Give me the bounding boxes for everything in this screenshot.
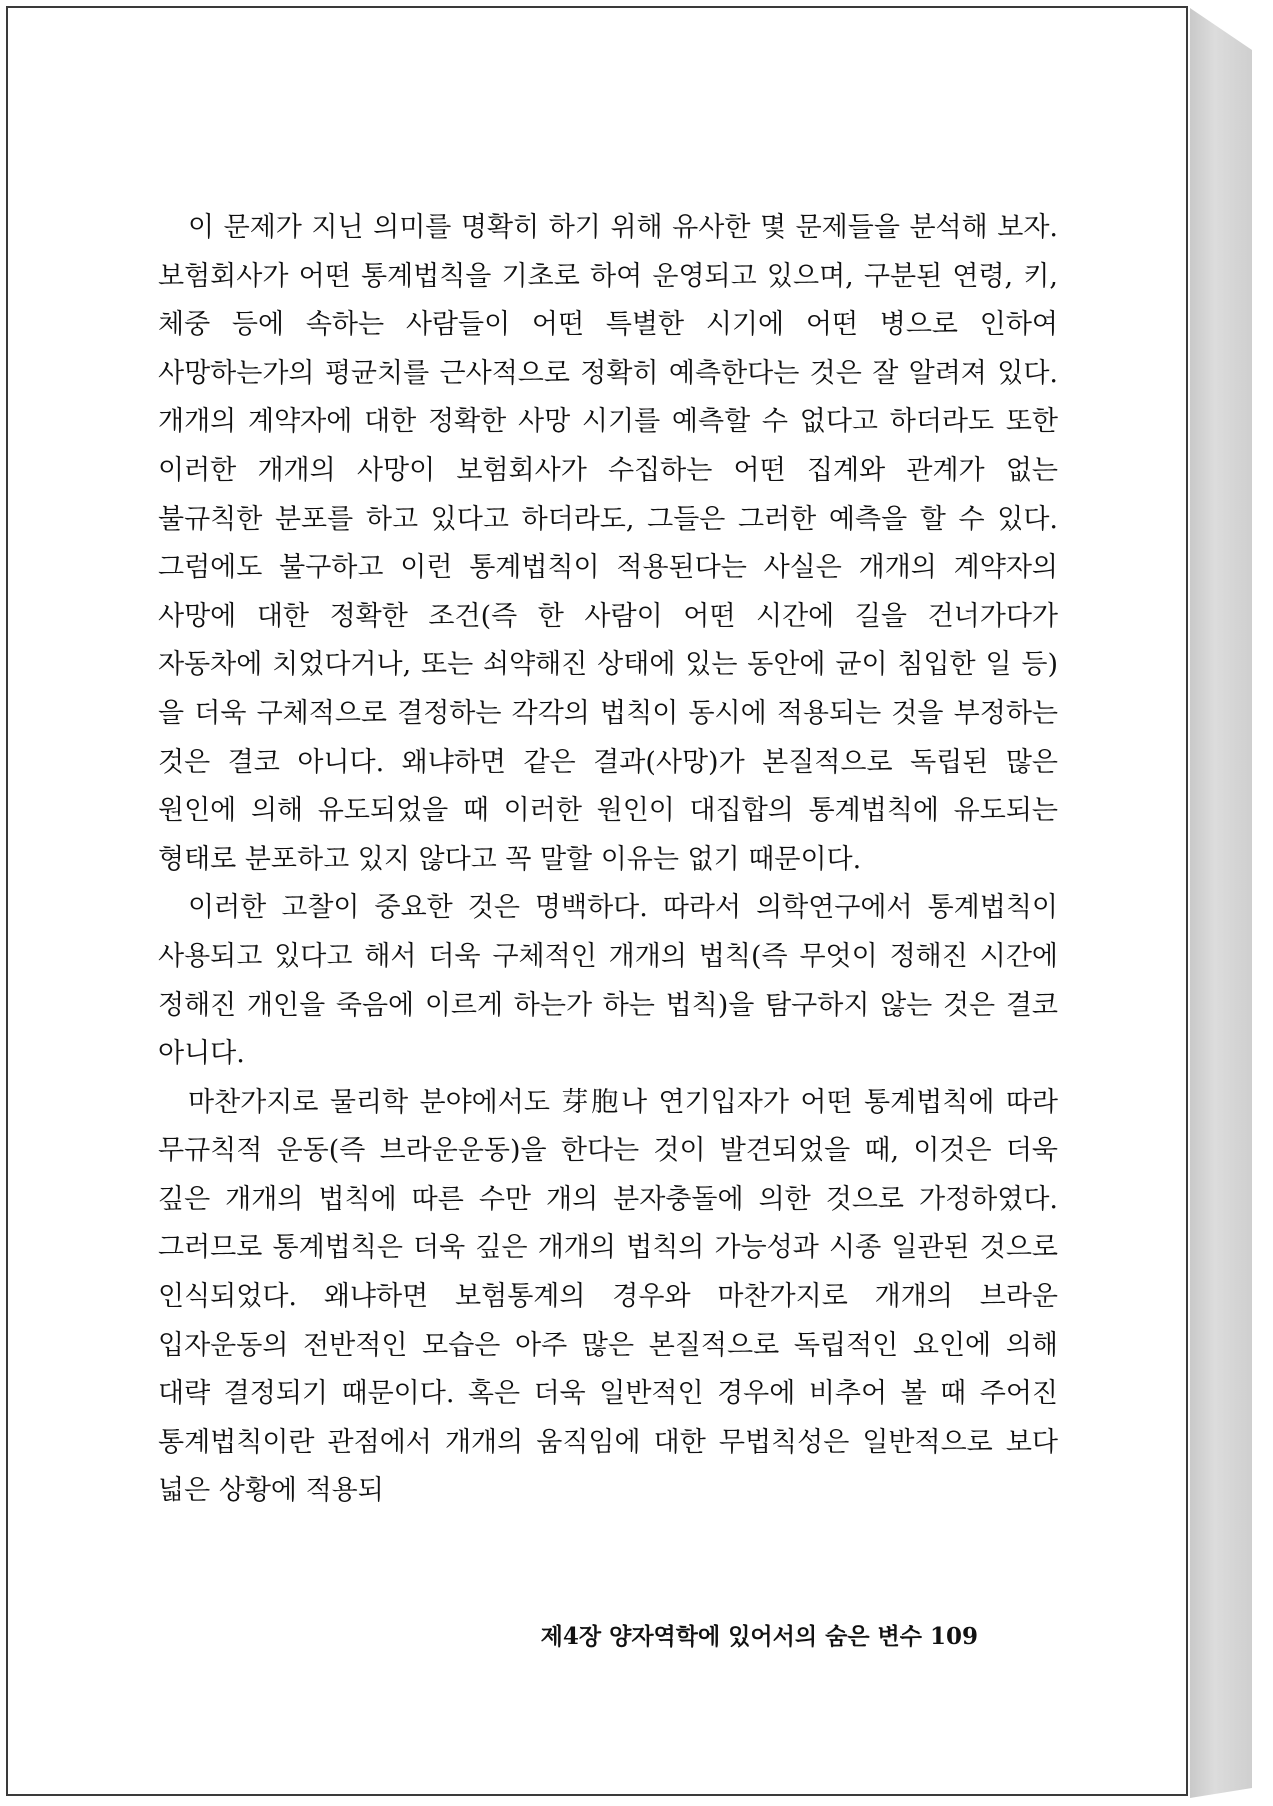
- paragraph-1: 이 문제가 지닌 의미를 명확히 하기 위해 유사한 몇 문제들을 분석해 보자. 보험회사가 어떤 통계법칙을 기초로 하여 운영되고 있으며, 구분된 연령, 키, 체중 등에 속하는 사람들이 어떤 특별한 시기에 어떤 병으로 인하여 사망하는가의 평균치를 근사적으로 정확히 예측한다는 것은 잘 알려져 있다. 개개의 계약자에 대한 정확한 사망 시기를 예측할 수 없다고 하더라도 또한 이러한 개개의 사망이 보험회사가 수집하는 어떤 집계와 관계가 없는 불규칙한 분포를 하고 있다고 하더라도, 그들은 그러한 예측을 할 수 있다. 그럼에도 불구하고 이런 통계법칙이 적용된다는 사실은 개개의 계약자의 사망에 대한 정확한 조건(즉 한 사람이 어떤 시간에 길을 건너가다가 자동차에 치었다거나, 또는 쇠약해진 상태에 있는 동안에 균이 침입한 일 등)을 더욱 구체적으로 결정하는 각각의 법칙이 동시에 적용되는 것을 부정하는 것은 결코 아니다. 왜냐하면 같은 결과(사망)가 본질적으로 독립된 많은 원인에 의해 유도되었을 때 이러한 원인이 대집합의 통계법칙에 유도되는 형태로 분포하고 있지 않다고 꼭 말할 이유는 없기 때문이다.: [158, 212, 1058, 875]
- paragraph-3: 마찬가지로 물리학 분야에서도 芽胞나 연기입자가 어떤 통계법칙에 따라 무규칙적 운동(즉 브라운운동)을 한다는 것이 발견되었을 때, 이것은 더욱 깊은 개개의 법칙에 따른 수만 개의 분자충돌에 의한 것으로 가정하였다. 그러므로 통계법칙은 더욱 깊은 개개의 법칙의 가능성과 시종 일관된 것으로 인식되었다. 왜냐하면 보험통계의 경우와 마찬가지로 개개의 브라운 입자운동의 전반적인 모습은 아주 많은 본질적으로 독립적인 요인에 의해 대략 결정되기 때문이다. 혹은 더욱 일반적인 경우에 비추어 볼 때 주어진 통계법칙이란 관점에서 개개의 움직임에 대한 무법칙성은 일반적으로 보다 넓은 상황에 적용되: [158, 1086, 1058, 1507]
- paragraph-2: 이러한 고찰이 중요한 것은 명백하다. 따라서 의학연구에서 통계법칙이 사용되고 있다고 해서 더욱 구체적인 개개의 법칙(즉 무엇이 정해진 시간에 정해진 개인을 죽음에 이르게 하는가 하는 법칙)을 탐구하지 않는 것은 결코 아니다.: [158, 892, 1058, 1070]
- running-footer: [541, 1618, 978, 1651]
- page-number: 109: [929, 1623, 978, 1650]
- body-text: [158, 204, 1058, 1516]
- chapter-title: 제4장 양자역학에 있어서의 숨은 변수: [540, 1623, 922, 1650]
- page-stack-edge: [1190, 8, 1252, 1798]
- book-page: [6, 6, 1188, 1796]
